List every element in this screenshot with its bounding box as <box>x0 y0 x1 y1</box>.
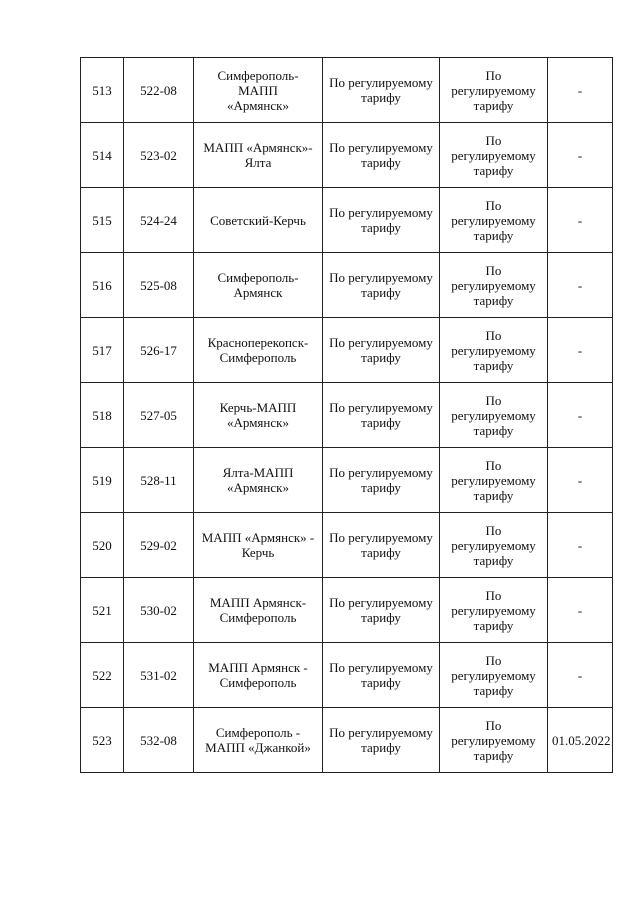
tariff-cell <box>323 383 440 448</box>
route-name-cell <box>194 708 323 773</box>
tariff-alt-cell <box>440 708 548 773</box>
tariff-alt-text: По регулируемому тарифу <box>451 717 536 763</box>
tariff-cell <box>323 123 440 188</box>
row-number-cell <box>81 383 124 448</box>
tariff-alt-cell <box>440 188 548 253</box>
date-cell <box>548 513 613 578</box>
row-number-cell <box>81 513 124 578</box>
tariff-alt-text: По регулируемому тарифу <box>451 392 536 438</box>
tariff-text: По регулируемому тарифу <box>329 530 433 560</box>
tariff-alt-text: По регулируемому тарифу <box>451 67 536 113</box>
route-code-cell <box>124 253 194 318</box>
date-cell <box>548 643 613 708</box>
tariff-cell <box>323 708 440 773</box>
route-code-cell <box>124 383 194 448</box>
route-code-cell <box>124 123 194 188</box>
tariff-text: По регулируемому тарифу <box>329 335 433 365</box>
route-name: Симферополь-МАПП «Армянск» <box>217 67 299 113</box>
row-number-cell <box>81 708 124 773</box>
row-number: 518 <box>92 407 112 423</box>
row-number: 519 <box>92 472 112 488</box>
row-number: 522 <box>92 667 112 683</box>
tariff-alt-cell <box>440 318 548 383</box>
date-cell <box>548 58 613 123</box>
row-number: 516 <box>92 277 112 293</box>
route-code-cell <box>124 513 194 578</box>
tariff-cell <box>323 448 440 513</box>
route-code: 524-24 <box>140 212 177 228</box>
row-number-cell <box>81 188 124 253</box>
tariff-text: По регулируемому тарифу <box>329 660 433 690</box>
table-row <box>81 383 613 448</box>
route-code: 528-11 <box>140 472 177 488</box>
route-code: 527-05 <box>140 407 177 423</box>
date-cell <box>548 383 613 448</box>
tariff-alt-cell <box>440 123 548 188</box>
tariff-text: По регулируемому тарифу <box>329 205 433 235</box>
route-name: Ялта-МАПП «Армянск» <box>222 465 294 495</box>
routes-table <box>80 57 613 773</box>
row-number-cell <box>81 318 124 383</box>
tariff-text: По регулируемому тарифу <box>329 140 433 170</box>
tariff-alt-text: По регулируемому тарифу <box>451 652 536 698</box>
table-row <box>81 123 613 188</box>
route-name: МАПП «Армянск»- Ялта <box>203 140 313 170</box>
date-cell <box>548 578 613 643</box>
date-text: - <box>577 147 583 163</box>
route-name-cell <box>194 253 323 318</box>
date-cell <box>548 253 613 318</box>
row-number: 520 <box>92 537 112 553</box>
date-cell <box>548 123 613 188</box>
row-number-cell <box>81 578 124 643</box>
route-name-cell <box>194 448 323 513</box>
route-code: 526-17 <box>140 342 177 358</box>
tariff-alt-text: По регулируемому тарифу <box>451 587 536 633</box>
tariff-alt-text: По регулируемому тарифу <box>451 327 536 373</box>
table-row <box>81 188 613 253</box>
table-row <box>81 448 613 513</box>
route-name: МАПП Армянск- Симферополь <box>209 595 307 625</box>
row-number: 517 <box>92 342 112 358</box>
tariff-alt-text: По регулируемому тарифу <box>451 457 536 503</box>
route-code-cell <box>124 448 194 513</box>
tariff-alt-text: По регулируемому тарифу <box>451 132 536 178</box>
date-text: 01.05.2022 <box>552 732 611 748</box>
tariff-cell <box>323 253 440 318</box>
route-code-cell <box>124 708 194 773</box>
tariff-alt-text: По регулируемому тарифу <box>451 197 536 243</box>
row-number-cell <box>81 58 124 123</box>
route-code: 530-02 <box>140 602 177 618</box>
row-number: 513 <box>92 82 112 98</box>
date-text: - <box>577 277 583 293</box>
route-name-cell <box>194 383 323 448</box>
route-code-cell <box>124 318 194 383</box>
tariff-cell <box>323 188 440 253</box>
date-text: - <box>577 212 583 228</box>
row-number-cell <box>81 123 124 188</box>
route-name: Керчь-МАПП «Армянск» <box>219 400 297 430</box>
tariff-text: По регулируемому тарифу <box>329 75 433 105</box>
route-name: Советский-Керчь <box>210 212 306 228</box>
date-text: - <box>577 537 583 553</box>
tariff-cell <box>323 578 440 643</box>
date-cell <box>548 188 613 253</box>
route-code: 532-08 <box>140 732 177 748</box>
date-text: - <box>577 667 583 683</box>
route-name: Симферополь- Армянск <box>217 270 299 300</box>
route-name-cell <box>194 643 323 708</box>
table-row <box>81 253 613 318</box>
row-number: 514 <box>92 147 112 163</box>
tariff-cell <box>323 513 440 578</box>
row-number: 515 <box>92 212 112 228</box>
route-code: 525-08 <box>140 277 177 293</box>
tariff-text: По регулируемому тарифу <box>329 595 433 625</box>
route-name-cell <box>194 513 323 578</box>
route-code: 523-02 <box>140 147 177 163</box>
date-text: - <box>577 602 583 618</box>
row-number-cell <box>81 448 124 513</box>
tariff-cell <box>323 58 440 123</box>
table-row <box>81 643 613 708</box>
tariff-alt-cell <box>440 58 548 123</box>
route-name-cell <box>194 318 323 383</box>
route-code-cell <box>124 643 194 708</box>
tariff-alt-text: По регулируемому тарифу <box>451 522 536 568</box>
tariff-text: По регулируемому тарифу <box>329 400 433 430</box>
table-row <box>81 708 613 773</box>
route-name-cell <box>194 188 323 253</box>
route-name-cell <box>194 58 323 123</box>
date-text: - <box>577 407 583 423</box>
tariff-alt-cell <box>440 448 548 513</box>
route-code-cell <box>124 188 194 253</box>
route-name: Красноперекопск- Симферополь <box>207 335 309 365</box>
tariff-cell <box>323 318 440 383</box>
route-name: Симферополь - МАПП «Джанкой» <box>205 725 311 755</box>
route-name-cell <box>194 578 323 643</box>
route-name: МАПП Армянск - Симферополь <box>208 660 308 690</box>
tariff-cell <box>323 643 440 708</box>
routes-table-body <box>81 58 613 773</box>
date-text: - <box>577 82 583 98</box>
tariff-alt-text: По регулируемому тарифу <box>451 262 536 308</box>
date-text: - <box>577 472 583 488</box>
row-number: 521 <box>92 602 112 618</box>
route-code-cell <box>124 58 194 123</box>
table-row <box>81 58 613 123</box>
route-name: МАПП «Армянск» - Керчь <box>201 530 315 560</box>
table-row <box>81 318 613 383</box>
route-code: 522-08 <box>140 82 177 98</box>
tariff-alt-cell <box>440 253 548 318</box>
route-code: 529-02 <box>140 537 177 553</box>
tariff-text: По регулируемому тарифу <box>329 270 433 300</box>
date-cell <box>548 708 613 773</box>
row-number-cell <box>81 643 124 708</box>
date-cell <box>548 318 613 383</box>
date-cell <box>548 448 613 513</box>
row-number-cell <box>81 253 124 318</box>
table-row <box>81 513 613 578</box>
date-text: - <box>577 342 583 358</box>
route-code-cell <box>124 578 194 643</box>
table-row <box>81 578 613 643</box>
tariff-alt-cell <box>440 578 548 643</box>
tariff-alt-cell <box>440 513 548 578</box>
tariff-alt-cell <box>440 643 548 708</box>
tariff-alt-cell <box>440 383 548 448</box>
route-name-cell <box>194 123 323 188</box>
route-code: 531-02 <box>140 667 177 683</box>
tariff-text: По регулируемому тарифу <box>329 465 433 495</box>
tariff-text: По регулируемому тарифу <box>329 725 433 755</box>
row-number: 523 <box>92 732 112 748</box>
